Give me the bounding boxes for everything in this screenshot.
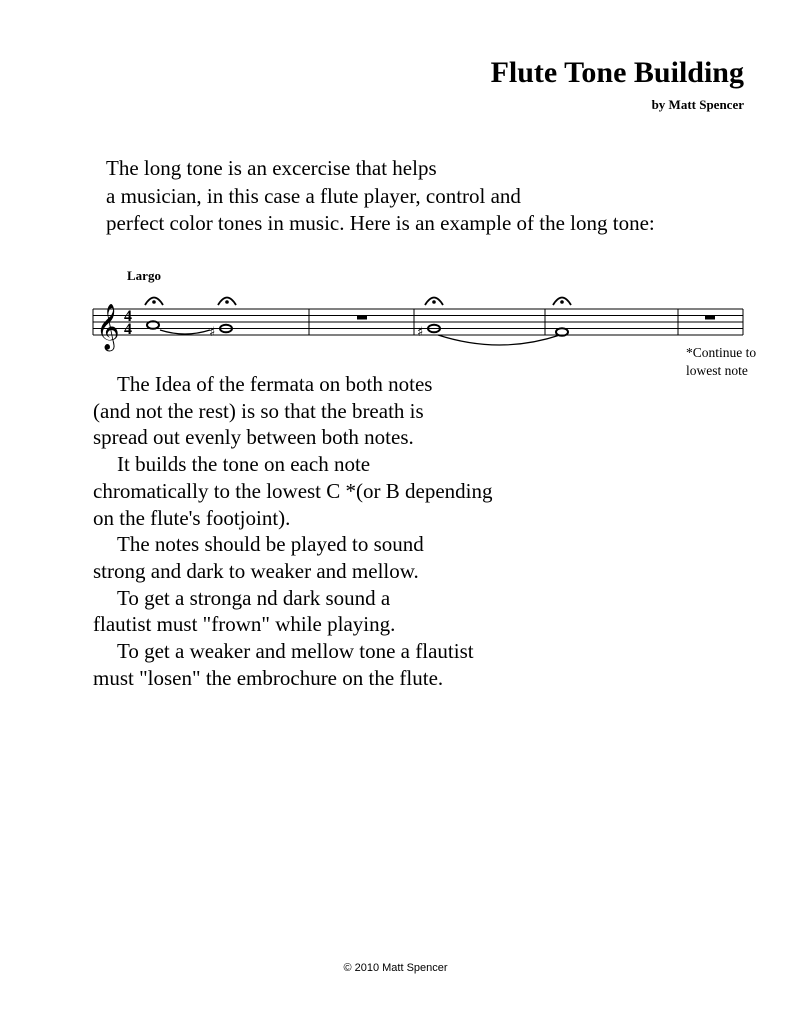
continue-annotation — [686, 344, 756, 380]
svg-text:4: 4 — [124, 321, 132, 338]
text-line: It builds the tone on each note — [117, 452, 371, 477]
text-line: The Idea of the fermata on both notes — [117, 372, 433, 396]
explanation-text — [93, 371, 493, 691]
treble-clef-icon: 𝄞 — [96, 304, 120, 350]
whole-rest-icon — [705, 316, 715, 320]
text-line: spread out evenly between both notes. — [93, 425, 414, 450]
music-staff — [0, 0, 791, 360]
tempo-marking: Largo — [127, 268, 161, 283]
text-line: chromatically to the lowest C *(or B depending — [93, 478, 493, 503]
tie — [438, 335, 560, 345]
text-line: strong and dark to weaker and mellow. — [93, 558, 419, 583]
annotation-line: lowest note — [686, 363, 748, 378]
annotation-line: *Continue to — [686, 345, 757, 360]
whole-rest-icon — [357, 316, 367, 320]
intro-line: perfect color tones in music. Here is an example of the long tone: — [106, 211, 655, 235]
sharp-icon: ♯ — [209, 325, 216, 340]
intro-line: a musician, in this case a flute player, control and — [106, 183, 521, 208]
text-line: The notes should be played to sound — [117, 532, 424, 557]
text-line: To get a stronga nd dark sound a — [117, 585, 391, 610]
text-line: on the flute's footjoint). — [93, 505, 291, 530]
text-line: (and not the rest) is so that the breath is — [93, 398, 424, 423]
fermata-icon — [145, 298, 571, 306]
page-title: Flute Tone Building — [490, 56, 744, 89]
tie — [160, 330, 210, 334]
author-byline: by Matt Spencer — [651, 97, 744, 112]
text-line: must "losen" the embrochure on the flute. — [93, 665, 444, 690]
intro-line: The long tone is an excercise that helps — [106, 156, 437, 180]
text-line: To get a weaker and mellow tone a flautist — [117, 639, 474, 664]
time-signature — [124, 308, 132, 338]
sharp-icon: ♯ — [417, 325, 424, 340]
svg-text:4: 4 — [124, 308, 132, 325]
footer-copyright: © 2010 Matt Spencer — [343, 962, 448, 974]
text-line: flautist must "frown" while playing. — [93, 612, 396, 637]
